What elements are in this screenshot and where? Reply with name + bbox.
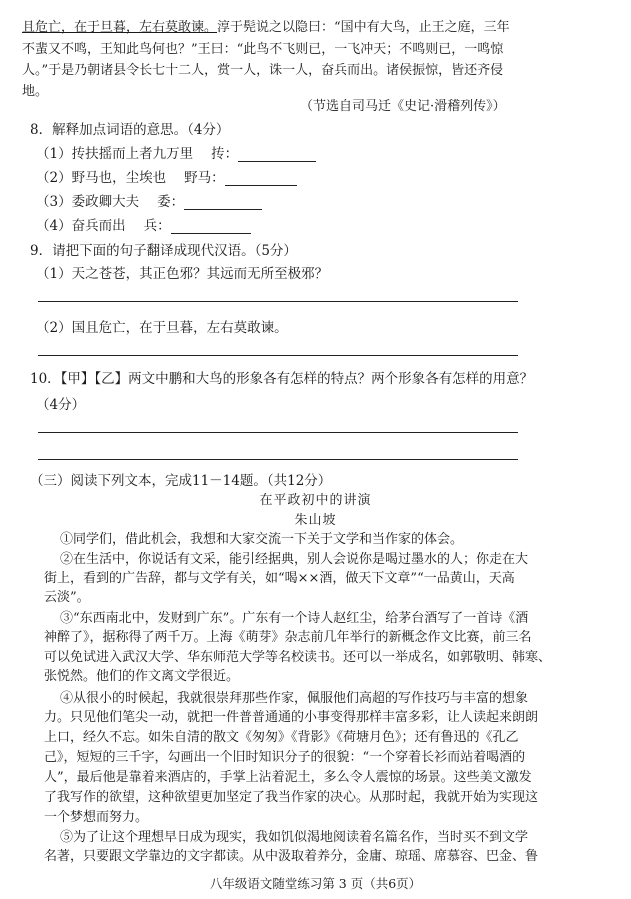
answer-blank[interactable] (184, 195, 262, 210)
paragraph-2-line-2: 街上，看到的广告辞，都与文学有关，如“喝××酒，做天下文章”“一品黄山，天高 (44, 571, 515, 586)
paragraph-3-line-4: 张悦然。他们的作文离文学很近。 (44, 669, 240, 684)
answer-blank[interactable] (225, 171, 297, 186)
q8-item-2: （2）野马也，尘埃也 野马： (36, 170, 297, 186)
paragraph-4-line-5: 人”，最后他是靠着来酒店的，手掌上沾着泥土，多么令人震惊的场景。这些美文激发 (44, 770, 532, 785)
q10-answer-line-1[interactable] (38, 432, 518, 433)
paragraph-4-line-2: 力。只见他们笔尖一动，就把一件普普通通的小事变得那样丰富多彩，让人读起来朗朗 (44, 710, 539, 725)
paragraph-3-line-2: 神醉了》，据称得了两千万。上海《萌芽》杂志前几年举行的新概念作文比赛，前三名 (44, 630, 532, 645)
paragraph-4-line-6: 了我写作的欲望，这种欲望更加坚定了我当作家的决心。从那时起，我就开始为实现这 (44, 790, 539, 805)
section3-heading: （三）阅读下列文本，完成11－14题。（共12分） (30, 473, 332, 489)
passage-line-4: 地。 (22, 84, 49, 99)
paragraph-4-line-7: 一个梦想而努力。 (44, 810, 149, 825)
paragraph-3-line-3: 可以免试进入武汉大学、华东师范大学等名校读书。还可以一举成名，如郭敬明、韩寒、 (44, 650, 552, 665)
passage-line-2: 不蜚又不鸣，王知此鸟何也？”王曰：“此鸟不飞则已，一飞冲天；不鸣则已，一鸣惊 (22, 42, 504, 57)
q9-answer-line-2[interactable] (38, 355, 518, 356)
article-author: 朱山坡 (294, 513, 337, 528)
q9-answer-line-1[interactable] (38, 301, 518, 302)
paragraph-5-line-1: ⑤为了让这个理想早日成为现实，我如饥似渴地阅读着名篇名作，当时买不到文学 (60, 830, 529, 845)
q10-stem: 10．【甲】【乙】两文中鹏和大鸟的形象各有怎样的特点？两个形象各有怎样的用意？ (30, 371, 534, 387)
q9-sentence-2: （2）国且危亡，在于旦暮，左右莫敢谏。 (36, 320, 288, 336)
answer-blank[interactable] (171, 219, 251, 234)
paragraph-5-line-2: 名著，只要跟文学靠边的文字都读。从中汲取着养分，金庸、琼瑶、席慕容、巴金、鲁 (44, 849, 539, 864)
q9-sentence-1: （1）天之苍苍，其正色邪？其远而无所至极邪？ (36, 266, 329, 282)
q10-answer-line-2[interactable] (38, 459, 518, 460)
marked-sentence: 且危亡，在于旦暮，左右莫敢谏。 (22, 20, 218, 35)
paragraph-2-line-3: 云淡”。 (44, 590, 90, 605)
passage-line-3: 人。”于是乃朝诸县令长七十二人，赏一人，诛一人，奋兵而出。诸侯振惊，皆还齐侵 (22, 63, 504, 78)
q8-item-1: （1）抟扶摇而上者九万里 抟： (36, 146, 316, 162)
page-footer: 八年级语文随堂练习第 3 页（共6页） (209, 876, 422, 891)
paragraph-4-line-3: 上口，经久不忘。如朱自清的散文《匆匆》《背影》《荷塘月色》；还有鲁迅的《孔乙 (44, 730, 519, 745)
paragraph-1: ①同学们，借此机会，我想和大家交流一下关于文学和当作家的体会。 (60, 532, 464, 547)
passage-source: （节选自司马迁《史记·滑稽列传》） (300, 99, 506, 114)
q10-score: （4分） (36, 397, 86, 413)
answer-blank[interactable] (238, 147, 316, 162)
q8-item-4: （4）奋兵而出 兵： (36, 218, 251, 234)
passage-line-1: 且危亡，在于旦暮，左右莫敢谏。淳于髡说之以隐曰：“国中有大鸟，止王之庭，三年 (22, 20, 510, 35)
paragraph-3-line-1: ③“东西南北中，发财到广东”。广东有一个诗人赵红尘，给茅台酒写了一首诗《酒 (60, 611, 529, 626)
paragraph-4-line-1: ④从很小的时候起，我就很崇拜那些作家，佩服他们高超的写作技巧与丰富的想象 (60, 691, 529, 706)
article-title: 在平政初中的讲演 (259, 493, 372, 508)
paragraph-4-line-4: 己》，短短的三千字，勾画出一个旧时知识分子的很貌：“一个穿着长衫而站着喝酒的 (44, 750, 526, 765)
q9-stem: 9．请把下面的句子翻译成现代汉语。（5分） (30, 243, 297, 259)
paragraph-2-line-1: ②在生活中，你说话有文采，能引经据典，别人会说你是喝过墨水的人；你走在大 (60, 552, 529, 567)
q8-stem: 8．解释加点词语的意思。（4分） (30, 122, 230, 138)
q8-item-3: （3）委政卿大夫 委： (36, 194, 262, 210)
